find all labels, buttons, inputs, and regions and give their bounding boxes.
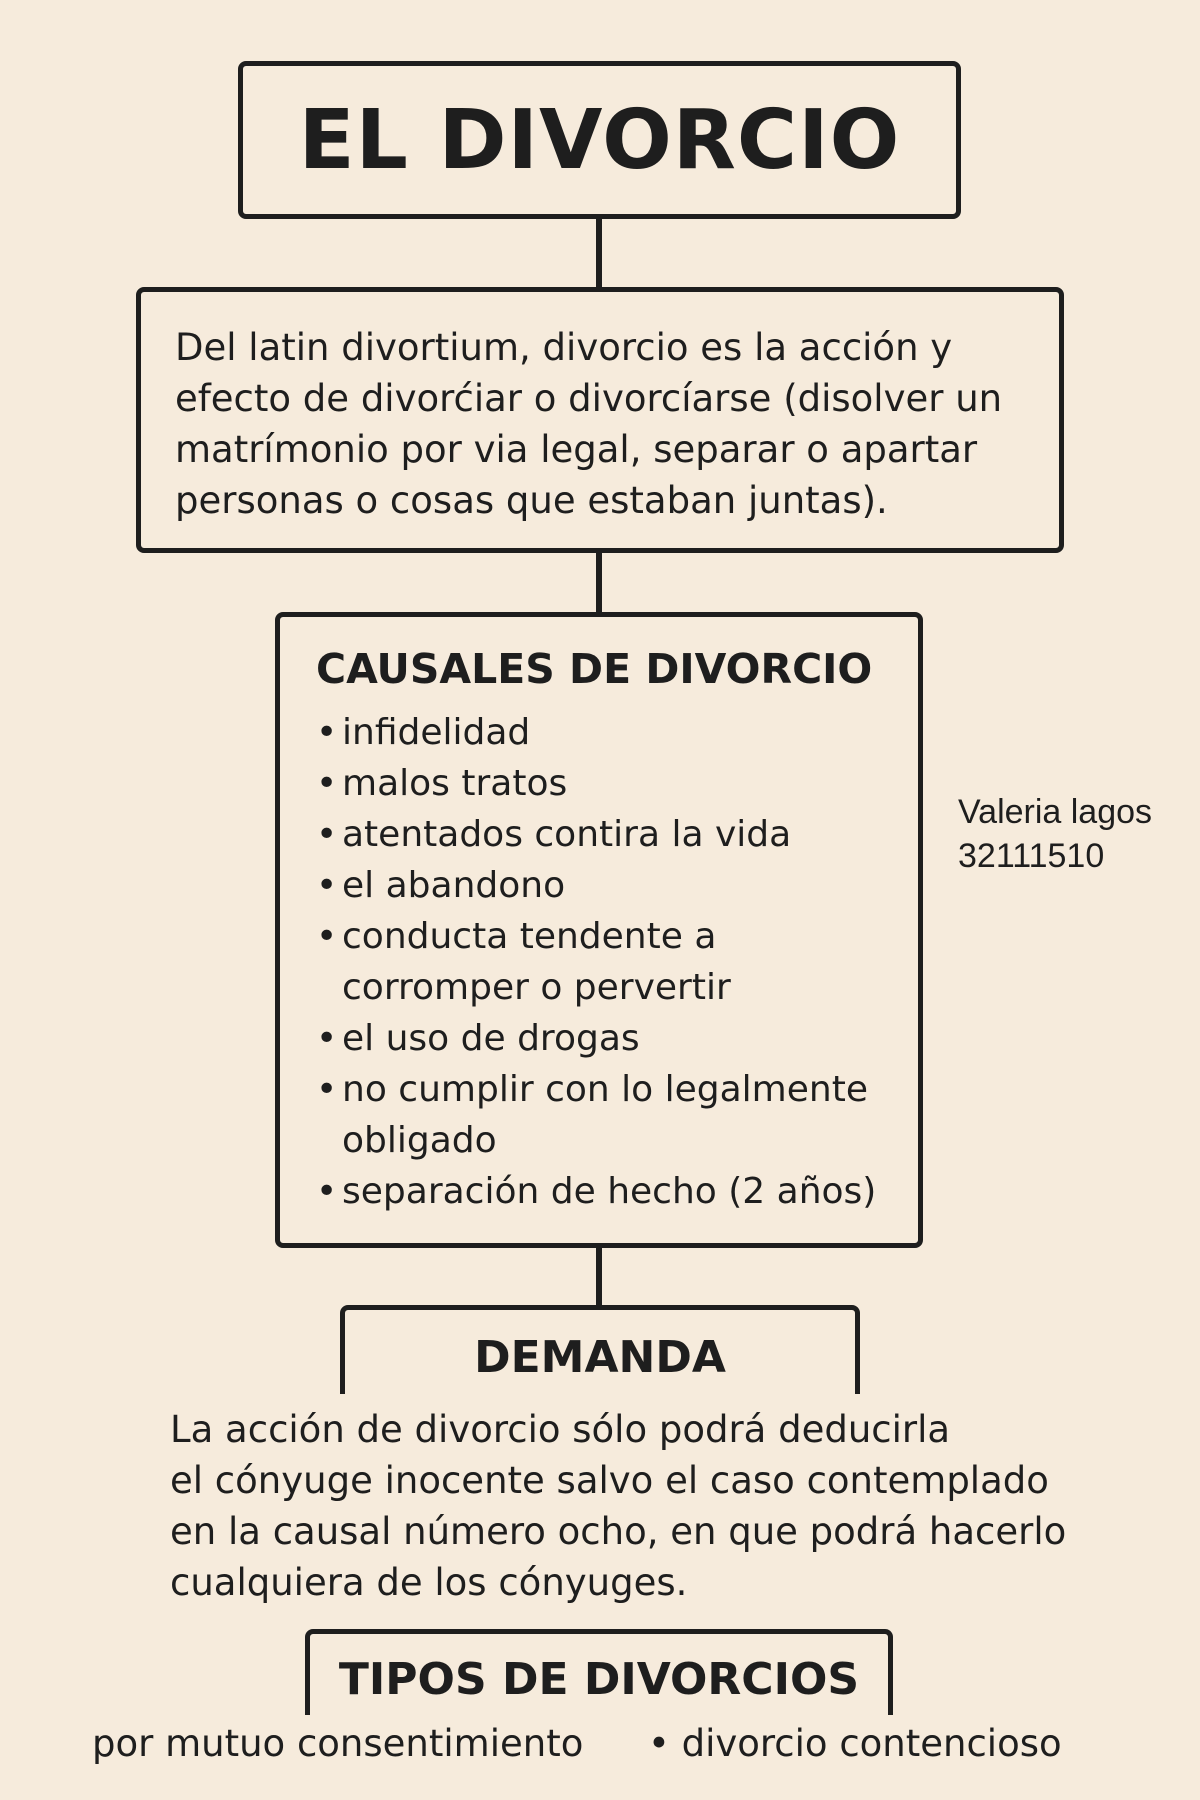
causal-item: • atentados contira la vida: [316, 809, 898, 860]
causal-item: • el abandono: [316, 860, 898, 911]
author-label: [958, 790, 1152, 878]
diagram-title: EL DIVORCIO: [298, 92, 901, 188]
causal-item: • separación de hecho (2 años): [316, 1166, 898, 1217]
causal-item: • no cumplir con lo legalmente obligado: [316, 1064, 898, 1166]
causales-node: [275, 612, 923, 1248]
connector-causales-demanda: [596, 1248, 602, 1305]
causal-item: • infidelidad: [316, 707, 898, 758]
demanda-text: La acción de divorcio sólo podrá deducirla el cónyuge inocente salvo el caso contemplado en la causal número ocho, en que podrá hacerlo cualquiera de los cónyuges.: [170, 1408, 1067, 1604]
author-id: 32111510: [958, 837, 1105, 875]
tipo-item-mutuo: por mutuo consentimiento: [92, 1722, 584, 1765]
tipos-node: [305, 1629, 893, 1715]
causales-title: CAUSALES DE DIVORCIO: [316, 645, 873, 693]
connector-title-definition: [596, 219, 602, 287]
tipos-title: TIPOS DE DIVORCIOS: [338, 1654, 860, 1705]
author-name: Valeria lagos: [958, 793, 1153, 831]
demanda-title: DEMANDA: [474, 1332, 726, 1383]
demanda-node: [340, 1305, 860, 1394]
title-node: [238, 61, 961, 219]
connector-definition-causales: [596, 553, 602, 612]
definition-text: Del latin divortium, divorcio es la acción y efecto de divorćiar o divorcíarse (disolver un matrímonio por via legal, separar o apartar personas o cosas que estaban juntas).: [175, 326, 1003, 522]
causal-item: • conducta tendente a corromper o pervertir: [316, 911, 898, 1013]
causal-item: • malos tratos: [316, 758, 898, 809]
tipo-item-contencioso: • divorcio contencioso: [648, 1722, 1062, 1765]
definition-node: [136, 287, 1064, 553]
causales-list: [316, 707, 898, 1217]
causal-item: • el uso de drogas: [316, 1013, 898, 1064]
